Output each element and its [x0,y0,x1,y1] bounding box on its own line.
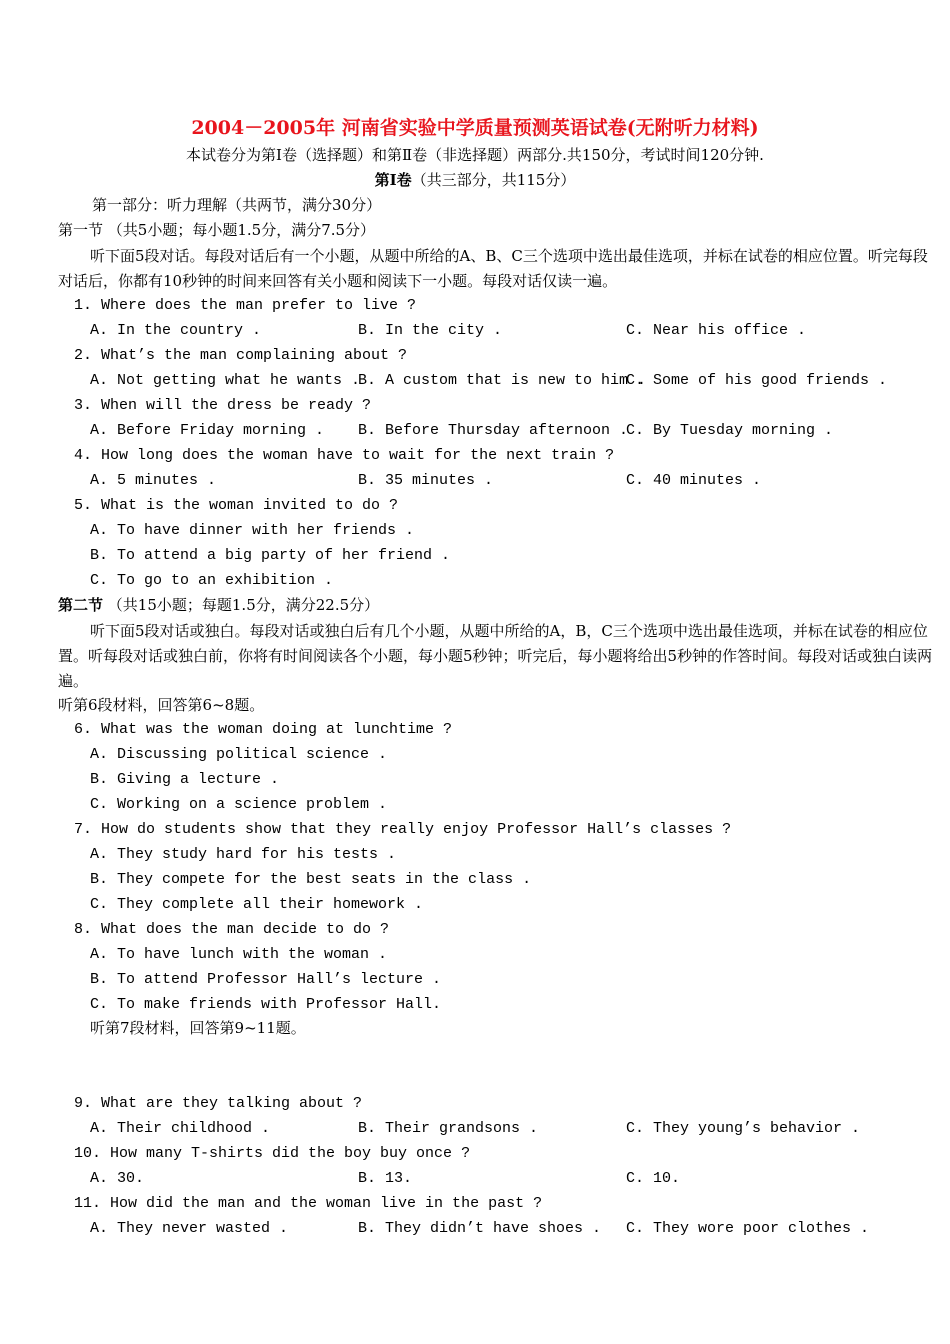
q2-option-c: C. Some of his good friends . [626,372,888,389]
question-7: 7. How do students show that they really enjoy Professor Hall’s classes ? [74,821,732,838]
question-8: 8. What does the man decide to do ? [74,921,390,938]
exam-title: 2004－2005年 河南省实验中学质量预测英语试卷(无附听力材料) [191,117,759,139]
q6-option-a: A. Discussing political science . [90,746,388,763]
section-2-heading [58,595,379,615]
question-3: 3. When will the dress be ready ? [74,397,372,414]
q11-option-c: C. They wore poor clothes . [626,1220,870,1237]
question-5: 5. What is the woman invited to do ? [74,497,399,514]
q6-option-c: C. Working on a science problem . [90,796,388,813]
q8-option-c: C. To make friends with Professor Hall. [90,996,442,1013]
q9-option-c: C. They young’s behavior . [626,1120,861,1137]
q11-option-a: A. They never wasted . [90,1220,289,1237]
q4-option-c: C. 40 minutes . [626,472,762,489]
q5-option-c: C. To go to an exhibition . [90,572,334,589]
q5-option-a: A. To have dinner with her friends . [90,522,415,539]
question-4: 4. How long does the woman have to wait for the next train ? [74,447,615,464]
section-1-instructions: 听下面5段对话。每段对话后有一个小题，从题中所给的A、B、C三个选项中选出最佳选项，并标在试卷的相应位置。听完每段对话后，你都有10秒钟的时间来回答有关小题和阅读下一小题。每段对话仅读一遍。 [58,247,928,290]
q8-option-b: B. To attend Professor Hall’s lecture . [90,971,442,988]
q8-option-a: A. To have lunch with the woman . [90,946,388,963]
q3-option-a: A. Before Friday morning . [90,422,325,439]
volume-1-desc: （共三部分，共115分） [411,171,576,189]
q3-option-c: C. By Tuesday morning . [626,422,834,439]
q9-option-b: B. Their grandsons . [358,1120,539,1137]
section-1-desc: （共5小题；每小题1.5分，满分7.5分） [107,221,376,239]
q11-option-b: B. They didn’t have shoes . [358,1220,602,1237]
q3-option-b: B. Before Thursday afternoon . [358,422,629,439]
q5-option-b: B. To attend a big party of her friend . [90,547,451,564]
material-7-note: 听第7段材料，回答第9~11题。 [90,1019,306,1037]
section-2-label: 第二节 [58,596,104,614]
exam-intro: 本试卷分为第Ⅰ卷（选择题）和第Ⅱ卷（非选择题）两部分.共150分，考试时间120分钟. [186,146,764,164]
q2-option-b: B. A custom that is new to him . [358,372,647,389]
question-10: 10. How many T-shirts did the boy buy once ? [74,1145,471,1162]
part-1-heading: 第一部分：听力理解（共两节，满分30分） [92,196,382,214]
q1-option-c: C. Near his office . [626,322,807,339]
question-9: 9. What are they talking about ? [74,1095,363,1112]
q1-option-b: B. In the city . [358,322,503,339]
q9-option-a: A. Their childhood . [90,1120,271,1137]
question-2: 2. What’s the man complaining about ? [74,347,408,364]
q4-option-b: B. 35 minutes . [358,472,494,489]
question-11: 11. How did the man and the woman live in the past ? [74,1195,543,1212]
question-6: 6. What was the woman doing at lunchtime ? [74,721,453,738]
q7-option-c: C. They complete all their homework . [90,896,424,913]
q10-option-b: B. 13. [358,1170,413,1187]
question-1: 1. Where does the man prefer to live ? [74,297,417,314]
section-1-label: 第一节 [58,221,104,239]
q7-option-b: B. They compete for the best seats in the class . [90,871,532,888]
q10-option-a: A. 30. [90,1170,145,1187]
volume-1-heading [0,170,950,190]
q4-option-a: A. 5 minutes . [90,472,217,489]
section-2-desc: （共15小题；每题1.5分，满分22.5分） [107,596,380,614]
q1-option-a: A. In the country . [90,322,262,339]
q6-option-b: B. Giving a lecture . [90,771,280,788]
section-2-instructions: 听下面5段对话或独白。每段对话或独白后有几个小题，从题中所给的A，B，C三个选项中选出最佳选项，并标在试卷的相应位置。听每段对话或独白前，你将有时间阅读各个小题，每小题5秒钟；听完后，每小题将给出5秒钟的作答时间。每段对话或独白读两遍。 [58,622,933,690]
q2-option-a: A. Not getting what he wants . [90,372,361,389]
section-1-heading [58,220,375,240]
q7-option-a: A. They study hard for his tests . [90,846,397,863]
volume-1-label: 第Ⅰ卷 [374,171,412,189]
q10-option-c: C. 10. [626,1170,681,1187]
material-6-note: 听第6段材料，回答第6~8题。 [58,696,265,714]
